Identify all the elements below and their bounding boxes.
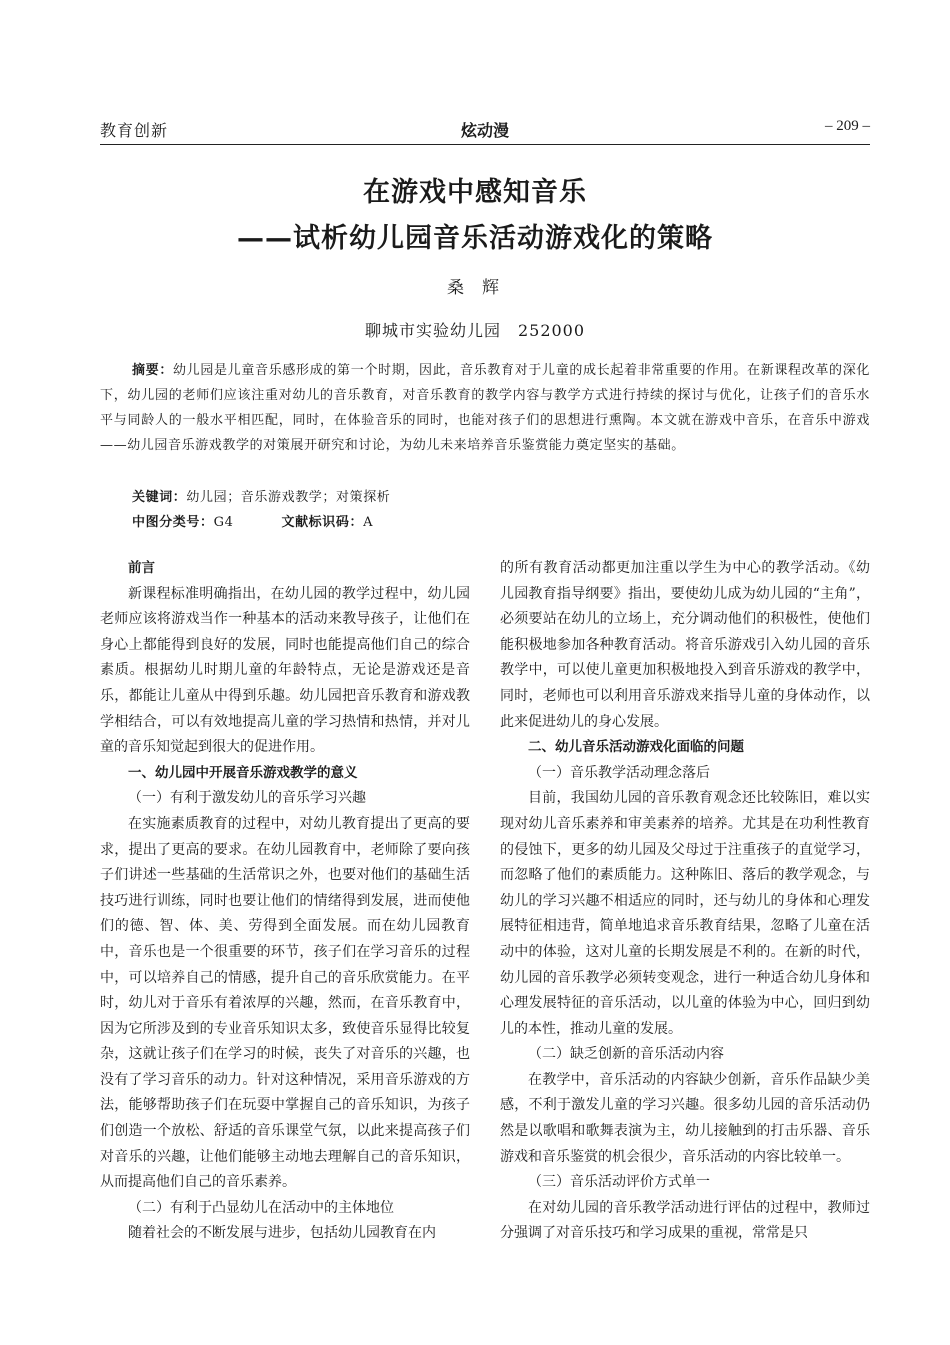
section-heading: 二、幼儿音乐活动游戏化面临的问题 xyxy=(528,739,744,756)
keywords-line xyxy=(132,486,390,505)
paragraph-continued: 的所有教育活动都更加注重以学生为中心的教学活动。《幼儿园教育指导纲要》指出，要使幼儿成为幼儿园的“主角”，必须要站在幼儿的立场上，充分调动他们的积极性，使他们能积极地参加各种教育活动。将音乐游戏引入幼儿园的音乐教学中，可以使儿童更加积极地投入到音乐游戏的教学中，同时，老师也可以利用音乐游戏来指导儿童的身体动作，以此来促进幼儿的身心发展。 xyxy=(500,560,870,730)
paragraph: 在对幼儿园的音乐教学活动进行评估的过程中，教师过分强调了对音乐技巧和学习成果的重视，常常是只 xyxy=(500,1199,870,1242)
doc-code-label: 文献标识码： xyxy=(281,515,364,530)
paragraph: 目前，我国幼儿园的音乐教育观念还比较陈旧，难以实现对幼儿音乐素养和审美素养的培养。尤其是在功利性教育的侵蚀下，更多的幼儿园及父母过于注重孩子的直觉学习，而忽略了他们的素质能力。这种陈旧、落后的教学观念，与幼儿的学习兴趣不相适应的同时，还与幼儿的身体和心理发展特征相违背，简单地追求音乐教育结果，忽略了儿童在活动中的体验，这对儿童的长期发展是不利的。在新的时代，幼儿园的音乐教学必须转变观念，进行一种适合幼儿身体和心理发展特征的音乐活动，以儿童的体验为中心，回归到幼儿的本性，推动儿童的发展。 xyxy=(500,790,870,1037)
paragraph: 随着社会的不断发展与进步，包括幼儿园教育在内 xyxy=(128,1225,436,1242)
left-column xyxy=(100,556,470,1247)
abstract-text: 幼儿园是儿童音乐感形成的第一个时期，因此，音乐教育对于儿童的成长起着非常重要的作用。在新课程改革的深化下，幼儿园的老师们应该注重对幼儿的音乐教育，对音乐教育的教学内容与教学方式进行持续的探讨与优化，让孩子们的音乐水平与同龄人的一般水平相匹配，同时，在体验音乐的同时，也能对孩子们的思想进行熏陶。本文就在游戏中音乐，在音乐中游戏——幼儿园音乐游戏教学的对策展开研究和讨论，为幼儿未来培养音乐鉴赏能力奠定坚实的基础。 xyxy=(100,363,870,453)
author-affiliation: 聊城市实验幼儿园 252000 xyxy=(364,321,586,340)
paragraph: 新课程标准明确指出，在幼儿园的教学过程中，幼儿园老师应该将游戏当作一种基本的活动来教导孩子，让他们在身心上都能得到良好的发展，同时也能提高他们自己的综合素质。根据幼儿时期儿童的年龄特点，无论是游戏还是音乐，都能让儿童从中得到乐趣。幼儿园把音乐教育和游戏教学相结合，可以有效地提高儿童的学习热情和热情，并对儿童的音乐知觉起到很大的促进作用。 xyxy=(100,585,470,756)
article-title: 在游戏中感知音乐 xyxy=(363,177,587,208)
keywords-text: 幼儿园；音乐游戏教学；对策探析 xyxy=(186,490,391,505)
subsection-heading: （三）音乐活动评价方式单一 xyxy=(528,1174,710,1191)
right-column xyxy=(500,556,870,1247)
journal-name: 教育创新 xyxy=(100,121,169,140)
section-name: 炫动漫 xyxy=(460,121,509,140)
keywords-label: 关键词： xyxy=(132,490,187,505)
subsection-heading: （二）有利于凸显幼儿在活动中的主体地位 xyxy=(128,1199,394,1216)
article-subtitle: ——试析幼儿园音乐活动游戏化的策略 xyxy=(237,223,713,254)
running-header xyxy=(100,116,870,145)
doc-code-value: A xyxy=(363,515,374,530)
section-heading: 一、幼儿园中开展音乐游戏教学的意义 xyxy=(128,764,358,781)
author-name: 桑辉 xyxy=(447,278,517,298)
paragraph: 在实施素质教育的过程中，对幼儿教育提出了更高的要求，提出了更高的要求。在幼儿园教育中，老师除了要向孩子们讲述一些基础的生活常识之外，也要对他们的基础生活技巧进行训练，同时也要让他们的情绪得到发展，进而使他们的德、智、体、美、劳得到全面发展。而在幼儿园教育中，音乐也是一个很重要的环节，孩子们在学习音乐的过程中，可以培养自己的情感，提升自己的音乐欣赏能力。在平时，幼儿对于音乐有着浓厚的兴趣，然而，在音乐教育中，因为它所涉及到的专业音乐知识太多，致使音乐显得比较复杂，这就让孩子们在学习的时候，丧失了对音乐的兴趣，也没有了学习音乐的动力。针对这种情况，采用音乐游戏的方法，能够帮助孩子们在玩耍中掌握自己的音乐知识，为孩子们创造一个放松、舒适的音乐课堂气氛，以此来提高孩子们对音乐的兴趣，让他们能够主动地去理解自己的音乐知识，从而提高他们自己的音乐素养。 xyxy=(100,815,470,1191)
preface-heading: 前言 xyxy=(128,560,155,576)
classification-line xyxy=(132,511,373,530)
abstract-label: 摘要： xyxy=(132,363,174,378)
clc-value: G4 xyxy=(213,515,234,530)
subsection-heading: （一）有利于激发幼儿的音乐学习兴趣 xyxy=(128,790,366,807)
paragraph: 在教学中，音乐活动的内容缺少创新，音乐作品缺少美感，不利于激发儿童的学习兴趣。很多幼儿园的音乐活动仍然是以歌唱和歌舞表演为主，幼儿接触到的打击乐器、音乐游戏和音乐鉴赏的机会很少，音乐活动的内容比较单一。 xyxy=(500,1071,870,1165)
clc-label: 中图分类号： xyxy=(132,515,214,530)
subsection-heading: （二）缺乏创新的音乐活动内容 xyxy=(528,1046,724,1063)
subsection-heading: （一）音乐教学活动理念落后 xyxy=(528,764,710,781)
abstract xyxy=(100,358,870,458)
page-number: – 209 – xyxy=(825,118,870,134)
